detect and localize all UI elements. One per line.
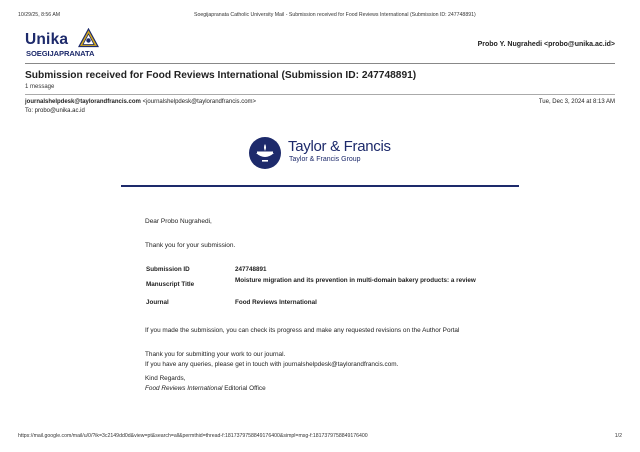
email-to: To: probo@unika.ac.id: [25, 108, 85, 114]
author-portal-paragraph: If you made the submission, you can check its progress and make any requested revisions on the Author Portal: [145, 327, 460, 334]
brand-name: Taylor & Francis: [288, 138, 391, 155]
university-logo[interactable]: [25, 28, 100, 62]
signature-journal: Food Reviews International: [145, 384, 223, 392]
email-from: [25, 99, 256, 105]
contact-paragraph: [145, 350, 505, 369]
contact-suffix: .: [396, 360, 399, 368]
message-count: 1 message: [25, 84, 55, 90]
detail-value: 247748891: [235, 266, 267, 273]
email-subject: Submission received for Food Reviews International (Submission ID: 247748891): [25, 70, 417, 81]
contact-prefix: If you have any queries, please get in touch with: [145, 360, 284, 368]
contact-line-2: [145, 360, 505, 370]
brand-group: Taylor & Francis Group: [289, 156, 361, 163]
university-emblem-icon: [78, 28, 99, 48]
detail-label: Submission ID: [146, 266, 190, 273]
brand-logo: [248, 136, 398, 172]
logo-main-text: Unika: [25, 31, 69, 48]
header-divider: [25, 63, 615, 64]
lamp-icon: [248, 136, 282, 170]
signature-office: Editorial Office: [222, 384, 266, 392]
sender-address: <journalshelpdesk@taylorandfrancis.com>: [142, 99, 257, 105]
logo-sub-text: SOEGIJAPRANATA: [26, 49, 95, 58]
signature-block: [145, 374, 505, 393]
subject-divider: [25, 94, 615, 95]
detail-label: Journal: [146, 299, 169, 306]
print-url: https://mail.google.com/mail/u/0/?ik=3c2149dd0d&view=pt&search=all&permthid=thread-f:1817379758849176400&simpl=msg-f:1817379758849176400: [18, 433, 368, 439]
sender-name: journalshelpdesk@taylorandfrancis.com: [25, 99, 141, 105]
contact-line-1: Thank you for submitting your work to our journal.: [145, 351, 286, 358]
detail-value: Food Reviews International: [235, 299, 317, 306]
signature-line: [145, 384, 505, 394]
greeting: Dear Probo Nugrahedi,: [145, 218, 212, 225]
thanks-line: Thank you for your submission.: [145, 242, 236, 249]
print-datetime: 10/29/25, 8:56 AM: [18, 12, 61, 18]
table-row: [144, 266, 504, 277]
email-date: Tue, Dec 3, 2024 at 8:13 AM: [538, 99, 615, 105]
regards: Kind Regards,: [145, 375, 186, 382]
detail-value: Moisture migration and its prevention in multi-domain bakery products: a review: [235, 277, 476, 284]
table-row: [144, 299, 504, 310]
submission-details-table: [144, 266, 504, 310]
print-page-title: Soegijapranata Catholic University Mail - Submission received for Food Reviews International (Submission ID: 247748891): [194, 12, 476, 18]
print-page-number: 1/2: [614, 433, 622, 439]
helpdesk-email-link[interactable]: journalshelpdesk@taylorandfrancis.com: [283, 360, 397, 368]
detail-label: Manuscript Title: [146, 281, 195, 288]
table-row: [144, 277, 504, 299]
account-user: Probo Y. Nugrahedi <probo@unika.ac.id>: [477, 41, 615, 48]
brand-divider-bar: [121, 185, 519, 187]
